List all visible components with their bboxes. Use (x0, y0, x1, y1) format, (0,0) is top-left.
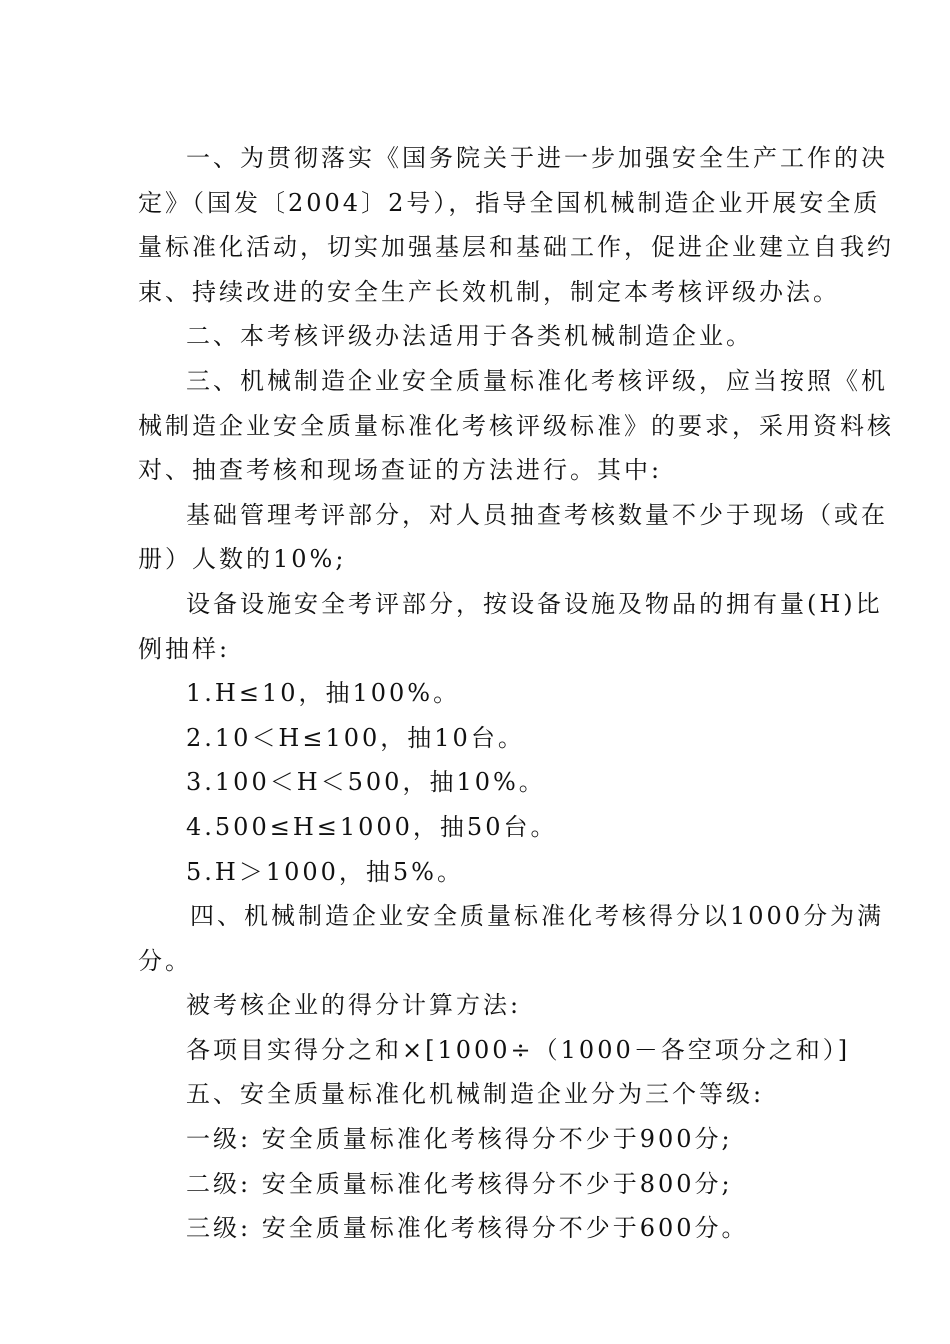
document-body (138, 136, 894, 1251)
paragraph-line: 五、安全质量标准化机械制造企业分为三个等级: (186, 1080, 765, 1109)
paragraph-line: 基础管理考评部分，对人员抽查考核数量不少于现场（或在 (186, 500, 888, 529)
paragraph-line: 定》（国发〔2004〕2号），指导全国机械制造企业开展安全质 (138, 188, 881, 217)
paragraph-line: 分。 (138, 946, 192, 975)
paragraph-line: 四、机械制造企业安全质量标准化考核得分以1000分为满 (190, 902, 885, 931)
paragraph-line: 设备设施安全考评部分，按设备设施及物品的拥有量(H)比 (186, 589, 883, 618)
paragraph-line: 对、抽查考核和现场查证的方法进行。其中: (138, 456, 663, 485)
grade-item: 二级: 安全质量标准化考核得分不少于800分; (186, 1169, 733, 1198)
paragraph-line: 二、本考核评级办法适用于各类机械制造企业。 (186, 322, 753, 351)
list-item: 3.100＜H＜500，抽10%。 (186, 768, 546, 797)
grade-item: 三级: 安全质量标准化考核得分不少于600分。 (186, 1214, 749, 1243)
paragraph-line: 械制造企业安全质量标准化考核评级标准》的要求，采用资料核 (138, 411, 894, 440)
paragraph-line: 三、机械制造企业安全质量标准化考核评级，应当按照《机 (186, 366, 888, 395)
paragraph-line: 量标准化活动，切实加强基层和基础工作，促进企业建立自我约 (138, 233, 894, 262)
list-item: 2.10＜H≤100，抽10台。 (186, 723, 525, 752)
grade-item: 一级: 安全质量标准化考核得分不少于900分; (186, 1125, 733, 1154)
paragraph-line: 册）人数的10%; (138, 545, 347, 574)
list-item: 4.500≤H≤1000，抽50台。 (186, 812, 558, 841)
list-item: 1.H≤10，抽100%。 (186, 679, 461, 708)
paragraph-line: 被考核企业的得分计算方法: (186, 991, 522, 1020)
list-item: 5.H＞1000，抽5%。 (186, 857, 464, 886)
formula-line: 各项目实得分之和×[1000÷（1000－各空项分之和）] (186, 1035, 851, 1064)
paragraph-line: 一、为贯彻落实《国务院关于进一步加强安全生产工作的决 (186, 144, 888, 172)
paragraph-line: 束、持续改进的安全生产长效机制，制定本考核评级办法。 (138, 277, 840, 306)
paragraph-line: 例抽样: (138, 634, 231, 663)
